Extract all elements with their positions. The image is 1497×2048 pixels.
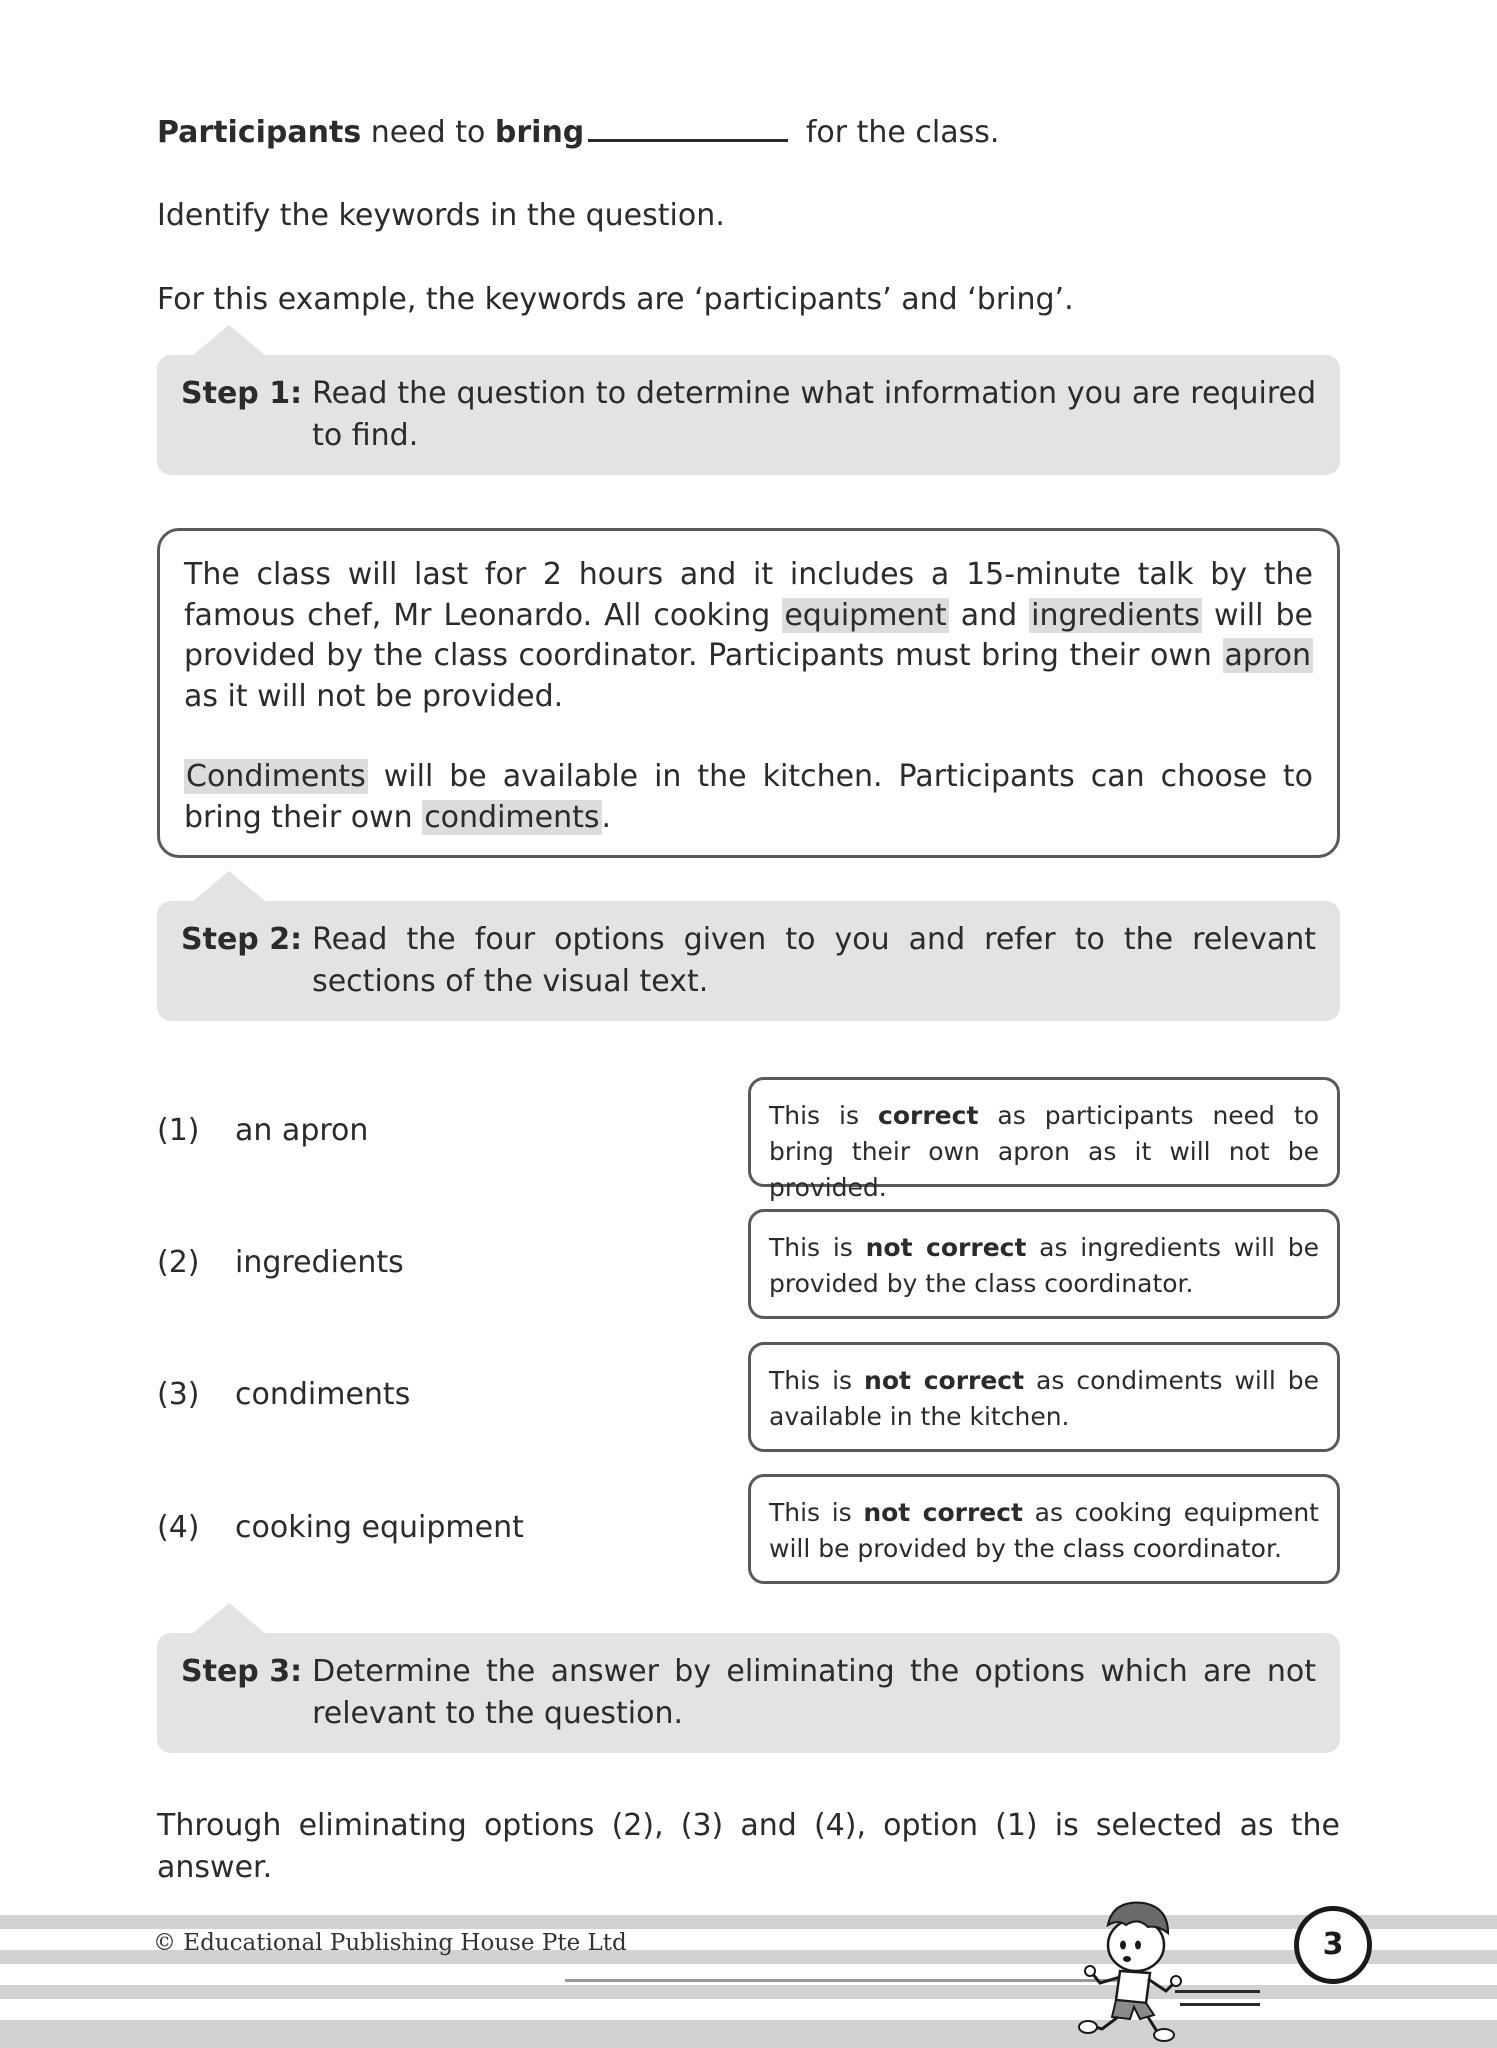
visual-text-passage [157, 528, 1340, 858]
highlight-condiments-2: condiments [424, 799, 600, 835]
passage-paragraph-2: Condiments will be available in the kitchen. Participants can choose to bring their own condiments. [184, 759, 1313, 835]
option-2-number: (2) [157, 1245, 200, 1280]
option-2-explanation: This is not correct as ingredients will be provided by the class coordinator. [748, 1209, 1340, 1319]
highlight-equipment: equipment [784, 597, 947, 633]
option-4-number: (4) [157, 1510, 200, 1545]
step-3-box [157, 1633, 1340, 1753]
passage-paragraph-1: The class will last for 2 hours and it includes a 15-minute talk by the famous chef, Mr Leonardo. All cooking equipment and ingredients will be provided by the class coordinator. Participants must bring their own apron as it will not be provided. [184, 557, 1313, 714]
option-1-explanation: This is correct as participants need to bring their own apron as it will not be provided. [748, 1077, 1340, 1187]
option-2-text: ingredients [235, 1245, 404, 1280]
option-1-text: an apron [235, 1113, 369, 1148]
instruction-example: For this example, the keywords are ‘participants’ and ‘bring’. [157, 282, 1074, 317]
option-3-number: (3) [157, 1377, 200, 1412]
running-boy-icon [1078, 1895, 1190, 2045]
question-line: Participants need to bring for the class. [157, 115, 1000, 150]
option-4-text: cooking equipment [235, 1510, 524, 1545]
option-1-number: (1) [157, 1113, 200, 1148]
step-3-text: Determine the answer by eliminating the options which are not relevant to the question. [312, 1654, 1316, 1731]
page-number: 3 [1294, 1906, 1372, 1984]
highlight-apron: apron [1224, 638, 1311, 673]
option-3-explanation: This is not correct as condiments will be available in the kitchen. [748, 1342, 1340, 1452]
step-1-text: Read the question to determine what information you are required to find. [312, 376, 1316, 453]
speed-line-2 [1180, 2003, 1260, 2006]
conclusion-text: Through eliminating options (2), (3) and (4), option (1) is selected as the answer. [157, 1808, 1340, 1885]
option-4-explanation: This is not correct as cooking equipment will be provided by the class coordinator. [748, 1474, 1340, 1584]
highlight-ingredients: ingredients [1031, 597, 1200, 633]
instruction-identify: Identify the keywords in the question. [157, 198, 725, 233]
step-2-label: Step 2: [181, 922, 303, 957]
keyword-bring: bring [494, 115, 585, 150]
step-3-label: Step 3: [181, 1654, 303, 1689]
step-2-text: Read the four options given to you and refer to the relevant sections of the visual text. [312, 922, 1316, 999]
answer-blank [588, 113, 788, 142]
option-3-text: condiments [235, 1377, 411, 1412]
highlight-condiments-1: Condiments [186, 759, 366, 794]
footer-rule [565, 1979, 1125, 1982]
keyword-participants: Participants [157, 115, 362, 150]
step-2-box [157, 901, 1340, 1021]
copyright-text: © Educational Publishing House Pte Ltd [153, 1930, 627, 1956]
step-1-label: Step 1: [181, 376, 303, 411]
step-1-box [157, 355, 1340, 475]
